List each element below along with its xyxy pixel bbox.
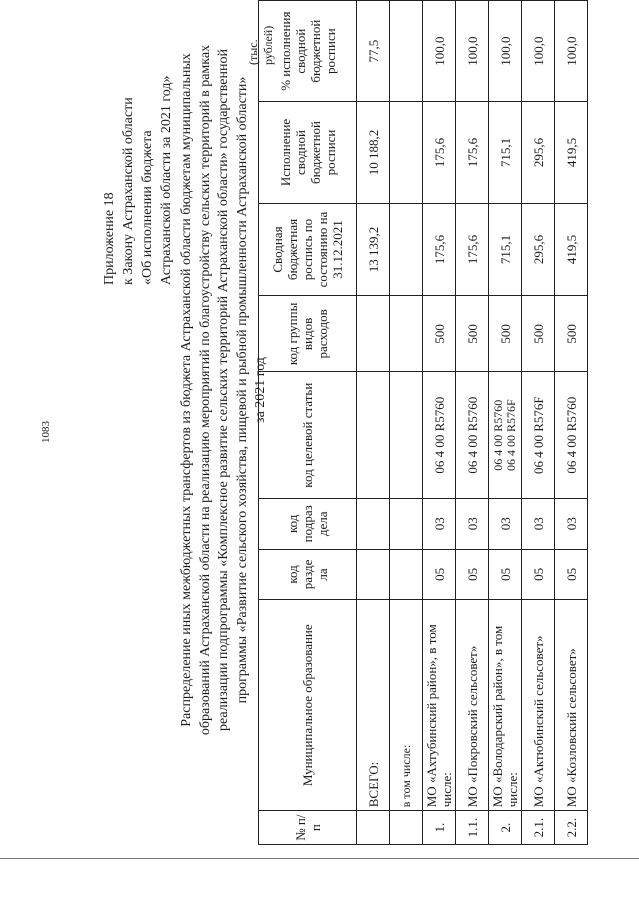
title-line: образований Астраханской области на реализацию мероприятий по благоустройству сельских территорий в рамках	[197, 44, 213, 736]
appendix-line: Астраханской области за 2021 год»	[159, 75, 174, 285]
row-subsection: 03	[423, 498, 456, 549]
row-group: 500	[423, 296, 456, 372]
row-name: МО «Покровский сельсовет»	[456, 600, 489, 811]
row-percent: 100,0	[555, 1, 588, 102]
document-title	[178, 0, 271, 780]
header-target: код целевой статьи	[259, 372, 357, 499]
appendix-line: к Закону Астраханской области	[121, 97, 136, 285]
units-label: (тыс. рублей)	[246, 25, 275, 65]
header-num: № п/п	[259, 811, 357, 845]
including-label: в том числе:	[390, 600, 423, 811]
row-name: МО «Актюбинский сельсовет»	[522, 600, 555, 811]
transfers-table	[258, 0, 588, 845]
header-plan: Сводная бюджетная роспись по состоянию на 31.12.2021	[259, 203, 357, 296]
row-target: 06 4 00 R5760	[456, 372, 489, 499]
row-execution: 175,6	[423, 102, 456, 203]
table-row	[423, 1, 456, 845]
row-name: МО «Ахтубинский район», в том числе:	[423, 600, 456, 811]
title-line: за 2021 год	[253, 357, 268, 423]
row-execution: 419,5	[555, 102, 588, 203]
page-bottom-rule	[0, 858, 639, 859]
row-plan: 175,6	[456, 203, 489, 296]
table-row	[522, 1, 555, 845]
header-expense-group: код группы видов расходов	[259, 296, 357, 372]
row-execution: 715,1	[489, 102, 522, 203]
row-section: 05	[555, 549, 588, 600]
row-plan: 295,6	[522, 203, 555, 296]
row-name: МО «Володарский район», в том числе:	[489, 600, 522, 811]
table-row-including	[390, 1, 423, 845]
row-group: 500	[456, 296, 489, 372]
appendix-line: «Об исполнении бюджета	[140, 130, 155, 285]
row-section: 05	[423, 549, 456, 600]
header-municipality: Муниципальное образование	[259, 600, 357, 811]
row-execution: 295,6	[522, 102, 555, 203]
total-percent: 77,5	[357, 1, 390, 102]
header-subsection: код подраз дела	[259, 498, 357, 549]
title-line: Распределение иных межбюджетных трансфертов из бюджета Астраханской области бюджетам муниципальных	[179, 53, 194, 727]
title-line: реализации подпрограммы «Комплексное развитие сельских территорий Астраханской области» государственной	[216, 49, 231, 731]
total-plan: 13 139,2	[357, 203, 390, 296]
appendix-block	[100, 5, 176, 285]
page-number: 1083	[40, 421, 52, 443]
row-num: 2.	[489, 811, 522, 845]
row-target: 06 4 00 R5760	[423, 372, 456, 499]
table-row	[456, 1, 489, 845]
row-plan: 715,1	[489, 203, 522, 296]
row-num: 2.2.	[555, 811, 588, 845]
row-target: 06 4 00 R576F	[522, 372, 555, 499]
header-execution: Исполнение сводной бюджетной росписи	[259, 102, 357, 203]
row-name: МО «Козловский сельсовет»	[555, 600, 588, 811]
row-num: 1.	[423, 811, 456, 845]
row-percent: 100,0	[522, 1, 555, 102]
row-percent: 100,0	[456, 1, 489, 102]
row-num: 1.1.	[456, 811, 489, 845]
row-plan: 419,5	[555, 203, 588, 296]
row-target-line: 06 4 00 R5760	[491, 399, 505, 471]
header-percent: % исполнения сводной бюджетной росписи	[259, 1, 357, 102]
row-subsection: 03	[555, 498, 588, 549]
row-execution: 175,6	[456, 102, 489, 203]
row-target-line: 06 4 00 R576F	[504, 399, 518, 472]
row-percent: 100,0	[423, 1, 456, 102]
row-section: 05	[522, 549, 555, 600]
table-row	[489, 1, 522, 845]
total-execution: 10 188,2	[357, 102, 390, 203]
header-section: код разде ла	[259, 549, 357, 600]
row-group: 500	[489, 296, 522, 372]
appendix-line: Приложение 18	[102, 192, 117, 285]
row-percent: 100,0	[489, 1, 522, 102]
row-section: 05	[456, 549, 489, 600]
row-target: 06 4 00 R5760	[555, 372, 588, 499]
row-target	[489, 372, 522, 499]
title-line: программы «Развитие сельского хозяйства, пищевой и рыбной промышленности Астраханской области»	[234, 76, 250, 704]
row-subsection: 03	[522, 498, 555, 549]
row-subsection: 03	[456, 498, 489, 549]
row-subsection: 03	[489, 498, 522, 549]
table-header-row	[259, 1, 357, 845]
row-group: 500	[522, 296, 555, 372]
total-label: ВСЕГО:	[357, 600, 390, 811]
row-num: 2.1.	[522, 811, 555, 845]
table-row-total	[357, 1, 390, 845]
row-group: 500	[555, 296, 588, 372]
row-plan: 175,6	[423, 203, 456, 296]
row-section: 05	[489, 549, 522, 600]
table-row	[555, 1, 588, 845]
